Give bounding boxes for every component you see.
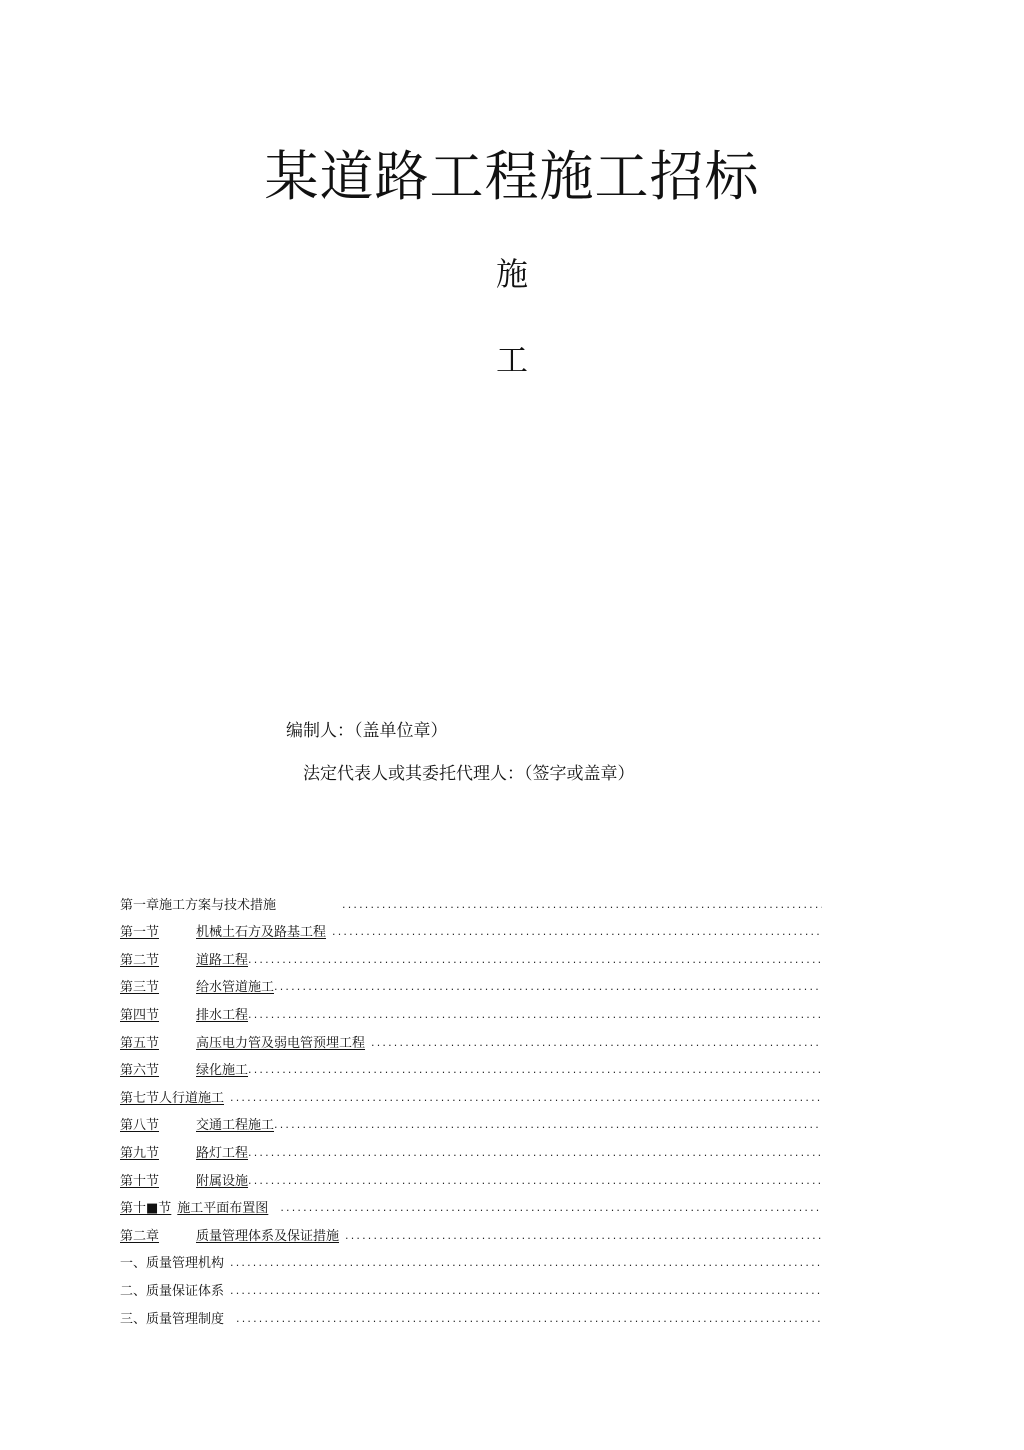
- toc-leader-dots: [345, 1229, 822, 1244]
- toc-entry-number: 第一节: [120, 925, 160, 941]
- compiler-signature-line: 编制人：（盖单位章）: [286, 721, 448, 741]
- toc-entry[interactable]: [120, 1106, 822, 1134]
- toc-leader-dots: [342, 898, 822, 913]
- toc-entry[interactable]: [120, 1299, 822, 1327]
- toc-entry-title: 机械土石方及路基工程: [196, 925, 327, 941]
- toc-entry[interactable]: [120, 1271, 822, 1299]
- toc-entry[interactable]: [120, 940, 822, 968]
- toc-leader-dots: [230, 1256, 822, 1271]
- document-title: 某道路工程施工招标: [264, 145, 760, 208]
- table-of-contents: [120, 885, 822, 1327]
- toc-entry-number: 第七节人行道施工: [120, 1090, 225, 1106]
- toc-entry[interactable]: [120, 968, 822, 996]
- toc-leader-dots: [248, 1008, 822, 1023]
- toc-entry-number: 第一章施工方案与技术措施: [120, 897, 277, 913]
- toc-entry-title: 排水工程: [196, 1007, 249, 1023]
- toc-entry-title: 给水管道施工: [196, 980, 275, 996]
- toc-leader-dots: [371, 1036, 822, 1051]
- toc-entry-title: 道路工程: [196, 952, 249, 968]
- toc-leader-dots: [248, 1063, 822, 1078]
- toc-entry-number: 一、质量管理机构: [120, 1256, 225, 1272]
- toc-leader-dots: [230, 1284, 822, 1299]
- toc-entry-number: 第五节: [120, 1035, 160, 1051]
- toc-entry-title: 施工平面布置图: [177, 1201, 269, 1217]
- toc-entry[interactable]: [120, 1216, 822, 1244]
- toc-entry-number: 二、质量保证体系: [120, 1283, 225, 1299]
- toc-leader-dots: [280, 1201, 822, 1216]
- toc-leader-dots: [332, 925, 822, 940]
- toc-entry-number: 第六节: [120, 1063, 160, 1079]
- toc-entry-number: 第二节: [120, 952, 160, 968]
- toc-entry[interactable]: [120, 885, 822, 913]
- toc-entry-number: 第四节: [120, 1007, 160, 1023]
- toc-entry-number: 第三节: [120, 980, 160, 996]
- toc-leader-dots: [236, 1312, 822, 1327]
- toc-entry-number: 三、质量管理制度: [120, 1311, 225, 1327]
- toc-leader-dots: [274, 1118, 822, 1133]
- toc-entry[interactable]: [120, 913, 822, 941]
- toc-entry-title: 交通工程施工: [196, 1118, 275, 1134]
- toc-entry-number: 第十节: [120, 1173, 160, 1189]
- legal-rep-signature-line: 法定代表人或其委托代理人：（签字或盖章）: [303, 764, 635, 784]
- toc-entry-title: 路灯工程: [196, 1145, 249, 1161]
- toc-entry[interactable]: [120, 1161, 822, 1189]
- vertical-char-1: 施: [495, 255, 528, 293]
- toc-entry[interactable]: [120, 1244, 822, 1272]
- toc-entry-title: 绿化施工: [196, 1063, 249, 1079]
- toc-entry-number: 第九节: [120, 1145, 160, 1161]
- toc-entry[interactable]: [120, 995, 822, 1023]
- toc-entry-number: 第八节: [120, 1118, 160, 1134]
- toc-entry-title: 高压电力管及弱电管预埋工程: [196, 1035, 366, 1051]
- toc-leader-dots: [230, 1091, 822, 1106]
- toc-entry[interactable]: [120, 1189, 822, 1217]
- toc-leader-dots: [248, 1174, 822, 1189]
- toc-leader-dots: [248, 953, 822, 968]
- toc-entry-number: 第十■节: [120, 1201, 172, 1217]
- toc-entry-title: 附属设施: [196, 1173, 249, 1189]
- toc-entry[interactable]: [120, 1133, 822, 1161]
- toc-leader-dots: [248, 1146, 822, 1161]
- toc-entry-number: 第二章: [120, 1228, 160, 1244]
- vertical-char-2: 工: [495, 341, 528, 379]
- toc-entry[interactable]: [120, 1078, 822, 1106]
- toc-entry[interactable]: [120, 1023, 822, 1051]
- toc-entry[interactable]: [120, 1051, 822, 1079]
- toc-leader-dots: [274, 980, 822, 995]
- toc-entry-title: 质量管理体系及保证措施: [196, 1228, 340, 1244]
